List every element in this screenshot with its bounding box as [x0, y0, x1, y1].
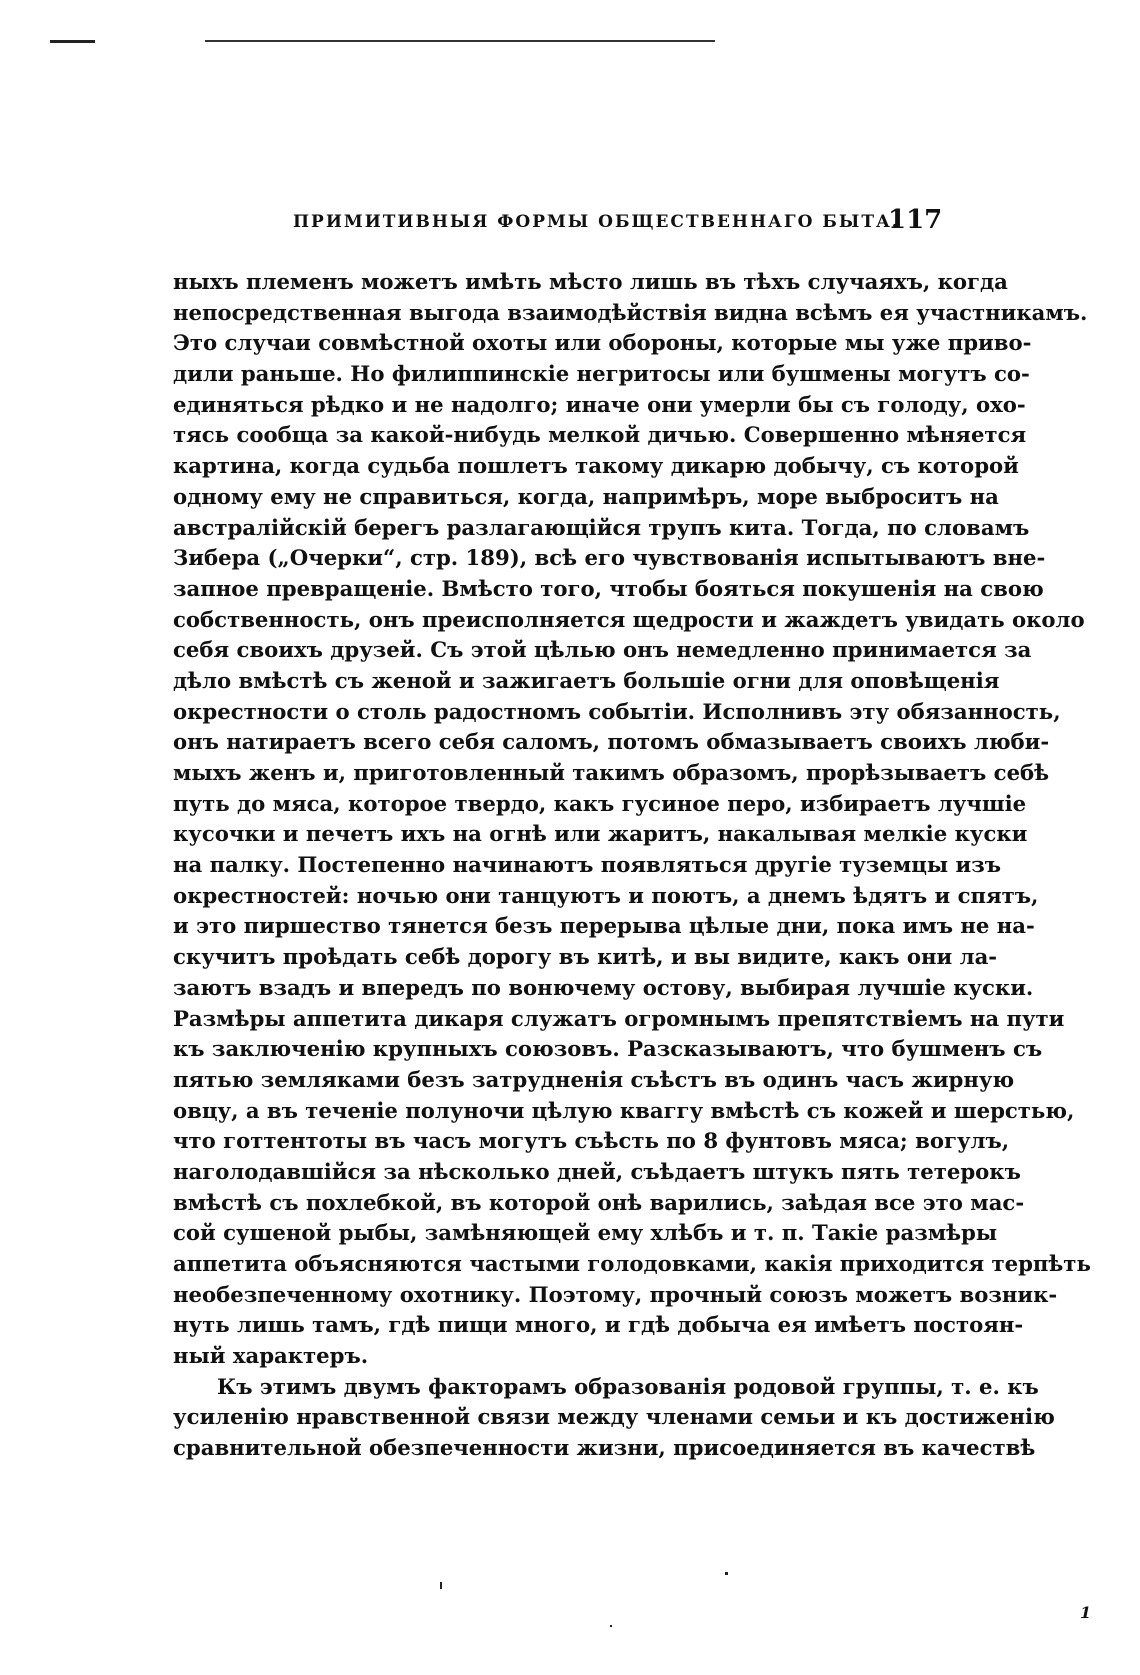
body-text	[173, 267, 1091, 1464]
text-line: Къ этимъ двумъ факторамъ образованія родовой группы, т. е. къ	[217, 1373, 1039, 1399]
scan-speck	[725, 1572, 728, 1575]
text-line: тясь сообща за какой-нибудь мелкой дичью. Совершенно мѣняется	[173, 422, 1027, 448]
text-line: усиленію нравственной связи между членами семьи и къ достиженію	[173, 1404, 1055, 1430]
text-line: окрестностей: ночью они танцуютъ и поютъ, а днемъ ѣдятъ и спятъ,	[173, 882, 1039, 908]
text-line: дили раньше. Но филиппинскіе негритосы или бушмены могутъ со-	[173, 361, 1030, 387]
scan-edge-mark-left	[50, 40, 95, 43]
text-line: запное превращеніе. Вмѣсто того, чтобы бояться покушенія на свою	[173, 575, 1044, 601]
running-title: ПРИМИТИВНЫЯ ФОРМЫ ОБЩЕСТВЕННАГО БЫТА.	[293, 212, 900, 232]
page-number: 117	[888, 205, 943, 235]
text-line: заютъ взадъ и впередъ по вонючему остову, выбирая лучшіе куски.	[173, 974, 1034, 1000]
footer-mark: 1	[1080, 1603, 1092, 1622]
text-line: и это пиршество тянется безъ перерыва цѣлые дни, пока имъ не на-	[173, 913, 1035, 939]
text-line: сой сушеной рыбы, замѣняющей ему хлѣбъ и т. п. Такіе размѣры	[173, 1220, 998, 1246]
text-line: вмѣстѣ съ похлебкой, въ которой онѣ варились, заѣдая все это мас-	[173, 1189, 1025, 1215]
text-line: единяться рѣдко и не надолго; иначе они умерли бы съ голоду, охо-	[173, 391, 1026, 417]
text-line: собственность, онъ преисполняется щедрости и жаждетъ увидать около	[173, 606, 1085, 632]
text-line: овцу, а въ теченіе полуночи цѣлую кваггу вмѣстѣ съ кожей и шерстью,	[173, 1097, 1075, 1123]
text-line: непосредственная выгода взаимодѣйствія видна всѣмъ ея участникамъ.	[173, 299, 1088, 325]
text-line: онъ натираетъ всего себя саломъ, потомъ обмазываетъ своихъ люби-	[173, 729, 1050, 755]
text-line: сравнительной обезпеченности жизни, присоединяется въ качествѣ	[173, 1435, 1036, 1461]
text-line: ныхъ племенъ можетъ имѣть мѣсто лишь въ тѣхъ случаяхъ, когда	[173, 269, 1008, 294]
text-line: окрестности о столь радостномъ событіи. Исполнивъ эту обязанность,	[173, 698, 1061, 724]
text-line: наголодавшійся за нѣсколько дней, съѣдаетъ штукъ пять тетерокъ	[173, 1158, 1021, 1184]
scan-speck	[610, 1625, 612, 1627]
text-line: къ заключенію крупныхъ союзовъ. Разсказываютъ, что бушменъ съ	[173, 1036, 1043, 1062]
text-line: кусочки и печетъ ихъ на огнѣ или жаритъ, накалывая мелкіе куски	[173, 821, 1028, 847]
text-line: одному ему не справиться, когда, напримѣръ, море выброситъ на	[173, 483, 999, 509]
text-line: пятью земляками безъ затрудненія съѣстъ въ одинъ часъ жирную	[173, 1066, 1015, 1092]
text-line: Размѣры аппетита дикаря служатъ огромнымъ препятствіемъ на пути	[173, 1005, 1065, 1031]
text-line: австралійскій берегъ разлагающійся трупъ кита. Тогда, по словамъ	[173, 514, 1030, 540]
text-line: скучитъ проѣдать себѣ дорогу въ китѣ, и вы видите, какъ они ла-	[173, 944, 998, 970]
text-line: нуть лишь тамъ, гдѣ пищи много, и гдѣ добыча ея имѣетъ постоян-	[173, 1312, 1024, 1338]
text-line: на палку. Постепенно начинаютъ появляться другіе туземцы изъ	[173, 852, 1002, 878]
text-line: себя своихъ друзей. Съ этой цѣлью онъ немедленно принимается за	[173, 637, 1032, 663]
text-line: мыхъ женъ и, приготовленный такимъ образомъ, прорѣзываетъ себѣ	[173, 760, 1050, 785]
text-line: путь до мяса, которое твердо, какъ гусиное перо, избираетъ лучшіе	[173, 790, 1027, 816]
text-line: что готтентоты въ часъ могутъ съѣсть по 8 фунтовъ мяса; вогулъ,	[173, 1128, 1010, 1154]
text-line: Это случаи совмѣстной охоты или обороны, которые мы уже приво-	[173, 330, 1032, 356]
text-line: аппетита объясняются частыми голодовками, какія приходится терпѣть	[173, 1251, 1091, 1276]
scan-speck	[440, 1582, 442, 1589]
text-line: дѣло вмѣстѣ съ женой и зажигаетъ большіе огни для оповѣщенія	[173, 667, 1000, 693]
text-line: необезпеченному охотнику. Поэтому, прочный союзъ можетъ возник-	[173, 1281, 1058, 1307]
text-line: ный характеръ.	[173, 1343, 369, 1369]
scan-edge-mark-top	[205, 40, 715, 42]
text-line: Зибера („Очерки“, стр. 189), всѣ его чувствованія испытываютъ вне-	[173, 545, 1046, 571]
text-line: картина, когда судьба пошлетъ такому дикарю добычу, съ которой	[173, 453, 1019, 479]
